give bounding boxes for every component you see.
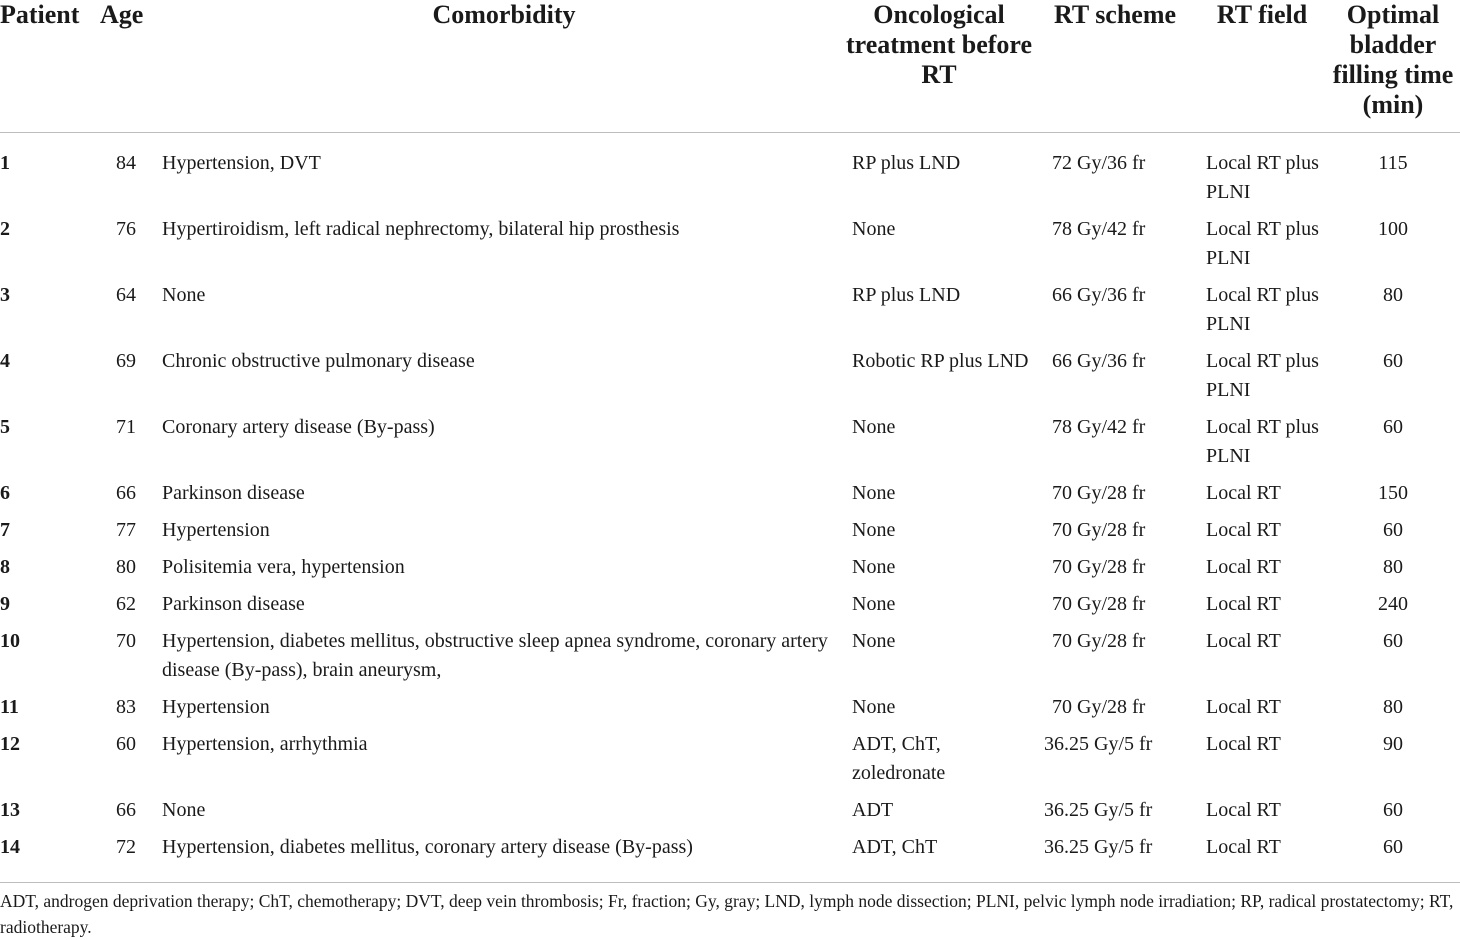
table-row — [0, 215, 1460, 281]
cell-rt-scheme: 36.25 Gy/5 fr — [1044, 733, 1153, 755]
cell-comorbidity: Polisitemia vera, hypertension — [162, 556, 405, 578]
cell-filling-time: 150 — [1378, 482, 1408, 504]
cell-rt-field: Local RT — [1206, 733, 1281, 755]
table-row — [0, 796, 1460, 833]
cell-filling-time: 100 — [1378, 218, 1408, 240]
cell-patient: 11 — [0, 696, 19, 718]
cell-age: 77 — [116, 519, 136, 541]
cell-oncological-treatment: RP plus LND — [852, 284, 961, 306]
cell-patient: 1 — [0, 152, 10, 174]
header-filling-time: Optimal bladder filling time (min) — [1326, 0, 1460, 133]
header-rt-field: RT field — [1198, 0, 1326, 133]
cell-patient: 14 — [0, 833, 100, 883]
cell-age: 76 — [116, 218, 136, 240]
cell-comorbidity: Parkinson disease — [162, 593, 305, 615]
cell-oncological-treatment: ADT, ChT — [846, 833, 1032, 883]
cell-comorbidity: Parkinson disease — [162, 482, 305, 504]
cell-filling-time: 80 — [1383, 696, 1403, 718]
cell-oncological-treatment: None — [852, 482, 896, 504]
table-row — [0, 516, 1460, 553]
cell-comorbidity: None — [162, 284, 206, 306]
cell-rt-scheme: 78 Gy/42 fr — [1052, 218, 1146, 240]
table-row — [0, 730, 1460, 796]
cell-age: 60 — [116, 733, 136, 755]
cell-patient: 13 — [0, 799, 20, 821]
cell-patient: 7 — [0, 519, 10, 541]
cell-rt-scheme: 70 Gy/28 fr — [1052, 482, 1146, 504]
cell-rt-scheme: 70 Gy/28 fr — [1052, 556, 1146, 578]
cell-oncological-treatment: None — [852, 416, 896, 438]
cell-rt-field: Local RT plus PLNI — [1206, 218, 1319, 269]
cell-rt-field: Local RT plus PLNI — [1206, 152, 1319, 203]
cell-patient: 5 — [0, 416, 10, 438]
cell-rt-field: Local RT — [1206, 630, 1281, 652]
cell-patient: 12 — [0, 733, 20, 755]
cell-filling-time: 90 — [1383, 733, 1403, 755]
cell-rt-scheme: 70 Gy/28 fr — [1052, 630, 1146, 652]
cell-comorbidity: Hypertension, DVT — [162, 152, 321, 174]
cell-filling-time: 60 — [1383, 799, 1403, 821]
header-patient: Patient — [0, 0, 100, 133]
cell-oncological-treatment: None — [852, 556, 896, 578]
cell-rt-field: Local RT — [1206, 482, 1281, 504]
cell-comorbidity: Hypertension — [162, 696, 270, 718]
cell-rt-scheme: 66 Gy/36 fr — [1052, 284, 1146, 306]
table-footnote: ADT, androgen deprivation therapy; ChT, chemotherapy; DVT, deep vein thrombosis; Fr, fraction; Gy, gray; LND, lymph node dissection; PLNI, pelvic lymph node irradiation; RP, radical prostatectomy; RT, radiotherapy. — [0, 891, 1454, 937]
cell-age: 62 — [116, 593, 136, 615]
cell-oncological-treatment: None — [852, 519, 896, 541]
cell-comorbidity: Hypertension, diabetes mellitus, obstructive sleep apnea syndrome, coronary artery disease (By-pass), brain aneurysm, — [162, 630, 828, 681]
cell-oncological-treatment: None — [852, 218, 896, 240]
cell-oncological-treatment: RP plus LND — [852, 152, 961, 174]
cell-filling-time: 240 — [1378, 593, 1408, 615]
cell-filling-time: 60 — [1383, 630, 1403, 652]
cell-oncological-treatment: None — [852, 630, 896, 652]
cell-oncological-treatment: ADT — [852, 799, 894, 821]
header-comorbidity: Comorbidity — [162, 0, 846, 133]
cell-age: 84 — [116, 152, 136, 174]
cell-age: 80 — [116, 556, 136, 578]
cell-filling-time: 80 — [1383, 284, 1403, 306]
cell-filling-time: 115 — [1378, 152, 1408, 174]
cell-rt-field: Local RT — [1206, 696, 1281, 718]
cell-rt-field: Local RT — [1198, 833, 1326, 883]
cell-patient: 6 — [0, 482, 10, 504]
cell-comorbidity: Hypertension, diabetes mellitus, coronary artery disease (By-pass) — [162, 833, 846, 883]
cell-rt-scheme: 66 Gy/36 fr — [1052, 350, 1146, 372]
header-age: Age — [100, 0, 162, 133]
cell-rt-field: Local RT — [1206, 593, 1281, 615]
cell-oncological-treatment: Robotic RP plus LND — [852, 350, 1029, 372]
cell-filling-time: 60 — [1383, 416, 1403, 438]
cell-rt-scheme: 72 Gy/36 fr — [1052, 152, 1146, 174]
cell-comorbidity: Hypertension, arrhythmia — [162, 733, 368, 755]
cell-patient: 8 — [0, 556, 10, 578]
cell-rt-scheme: 78 Gy/42 fr — [1052, 416, 1146, 438]
cell-oncological-treatment: ADT, ChT, zoledronate — [852, 733, 946, 784]
cell-rt-scheme: 70 Gy/28 fr — [1052, 593, 1146, 615]
table-row — [0, 133, 1460, 216]
cell-age: 70 — [116, 630, 136, 652]
cell-patient: 4 — [0, 350, 10, 372]
cell-rt-field: Local RT — [1206, 519, 1281, 541]
cell-rt-scheme: 36.25 Gy/5 fr — [1032, 833, 1198, 883]
cell-comorbidity: Chronic obstructive pulmonary disease — [162, 350, 475, 372]
cell-filling-time: 80 — [1383, 556, 1403, 578]
cell-rt-field: Local RT plus PLNI — [1206, 416, 1319, 467]
cell-age: 64 — [116, 284, 136, 306]
cell-age: 66 — [116, 482, 136, 504]
cell-filling-time: 60 — [1326, 833, 1460, 883]
table-row — [0, 413, 1460, 479]
header-rt-scheme: RT scheme — [1032, 0, 1198, 133]
cell-patient: 3 — [0, 284, 10, 306]
table-row — [0, 553, 1460, 590]
cell-oncological-treatment: None — [852, 696, 896, 718]
cell-rt-field: Local RT — [1206, 556, 1281, 578]
cell-oncological-treatment: None — [852, 593, 896, 615]
cell-rt-field: Local RT — [1206, 799, 1281, 821]
table-row — [0, 479, 1460, 516]
cell-patient: 2 — [0, 218, 10, 240]
cell-age: 69 — [116, 350, 136, 372]
cell-patient: 9 — [0, 593, 10, 615]
cell-comorbidity: Coronary artery disease (By-pass) — [162, 416, 435, 438]
table-row — [0, 833, 1460, 883]
cell-comorbidity: Hypertension — [162, 519, 270, 541]
table-header-row — [0, 0, 1460, 133]
cell-rt-scheme: 70 Gy/28 fr — [1052, 519, 1146, 541]
table-body — [0, 133, 1460, 883]
cell-comorbidity: Hypertiroidism, left radical nephrectomy, bilateral hip prosthesis — [162, 218, 680, 240]
cell-rt-field: Local RT plus PLNI — [1206, 350, 1319, 401]
table-row — [0, 693, 1460, 730]
cell-comorbidity: None — [162, 799, 206, 821]
table-row — [0, 281, 1460, 347]
table-row — [0, 347, 1460, 413]
cell-age: 72 — [100, 833, 162, 883]
cell-filling-time: 60 — [1383, 350, 1403, 372]
cell-age: 71 — [116, 416, 136, 438]
cell-rt-scheme: 36.25 Gy/5 fr — [1044, 799, 1153, 821]
cell-rt-scheme: 70 Gy/28 fr — [1052, 696, 1146, 718]
cell-age: 83 — [116, 696, 136, 718]
table-row — [0, 590, 1460, 627]
cell-rt-field: Local RT plus PLNI — [1206, 284, 1319, 335]
header-oncological-treatment: Oncological treatment before RT — [846, 0, 1032, 133]
cell-filling-time: 60 — [1383, 519, 1403, 541]
table-row — [0, 627, 1460, 693]
cell-patient: 10 — [0, 630, 20, 652]
cell-age: 66 — [116, 799, 136, 821]
